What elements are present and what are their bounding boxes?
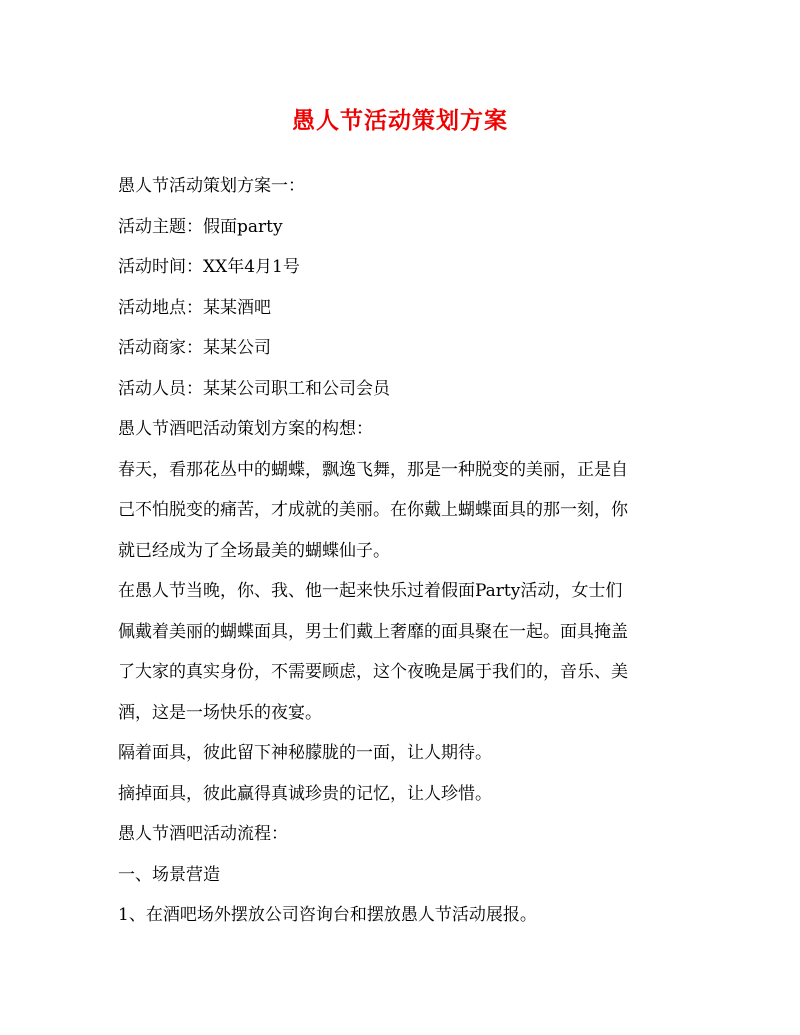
text-line: 己不怕脱变的痛苦，才成就的美丽。在你戴上蝴蝶面具的那一刻，你 — [118, 500, 628, 520]
text-line: 隔着面具，彼此留下神秘朦胧的一面，让人期待。 — [118, 743, 492, 763]
text-line: 活动商家：某某公司 — [118, 338, 271, 358]
text-line: 活动地点：某某酒吧 — [118, 297, 271, 318]
document-body — [118, 166, 682, 936]
document-title: 愚人节活动策划方案 — [292, 107, 508, 134]
text-line: 活动人员：某某公司职工和公司会员 — [118, 378, 390, 399]
text-line: 活动主题：假面party — [118, 216, 283, 237]
text-line: 摘掉面具，彼此赢得真诚珍贵的记忆，让人珍惜。 — [118, 783, 492, 804]
text-line: 酒，这是一场快乐的夜宴。 — [118, 702, 322, 723]
text-line: 活动时间：XX年4月1号 — [118, 257, 300, 277]
text-line: 春天，看那花丛中的蝴蝶，飘逸飞舞，那是一种脱变的美丽，正是自 — [118, 459, 628, 480]
text-line: 了大家的真实身份，不需要顾虑，这个夜晚是属于我们的，音乐、美 — [118, 662, 628, 682]
text-line: 就已经成为了全场最美的蝴蝶仙子。 — [118, 540, 390, 561]
text-line: 佩戴着美丽的蝴蝶面具，男士们戴上奢靡的面具聚在一起。面具掩盖 — [118, 621, 628, 642]
text-line: 愚人节酒吧活动策划方案的构想： — [118, 419, 373, 439]
text-line: 在愚人节当晚，你、我、他一起来快乐过着假面Party活动，女士们 — [118, 581, 623, 601]
text-line: 愚人节酒吧活动流程： — [118, 824, 288, 844]
text-line: 1、在酒吧场外摆放公司咨询台和摆放愚人节活动展报。 — [118, 905, 537, 925]
text-line: 愚人节活动策划方案一： — [118, 176, 305, 196]
text-line: 一、场景营造 — [118, 864, 220, 885]
